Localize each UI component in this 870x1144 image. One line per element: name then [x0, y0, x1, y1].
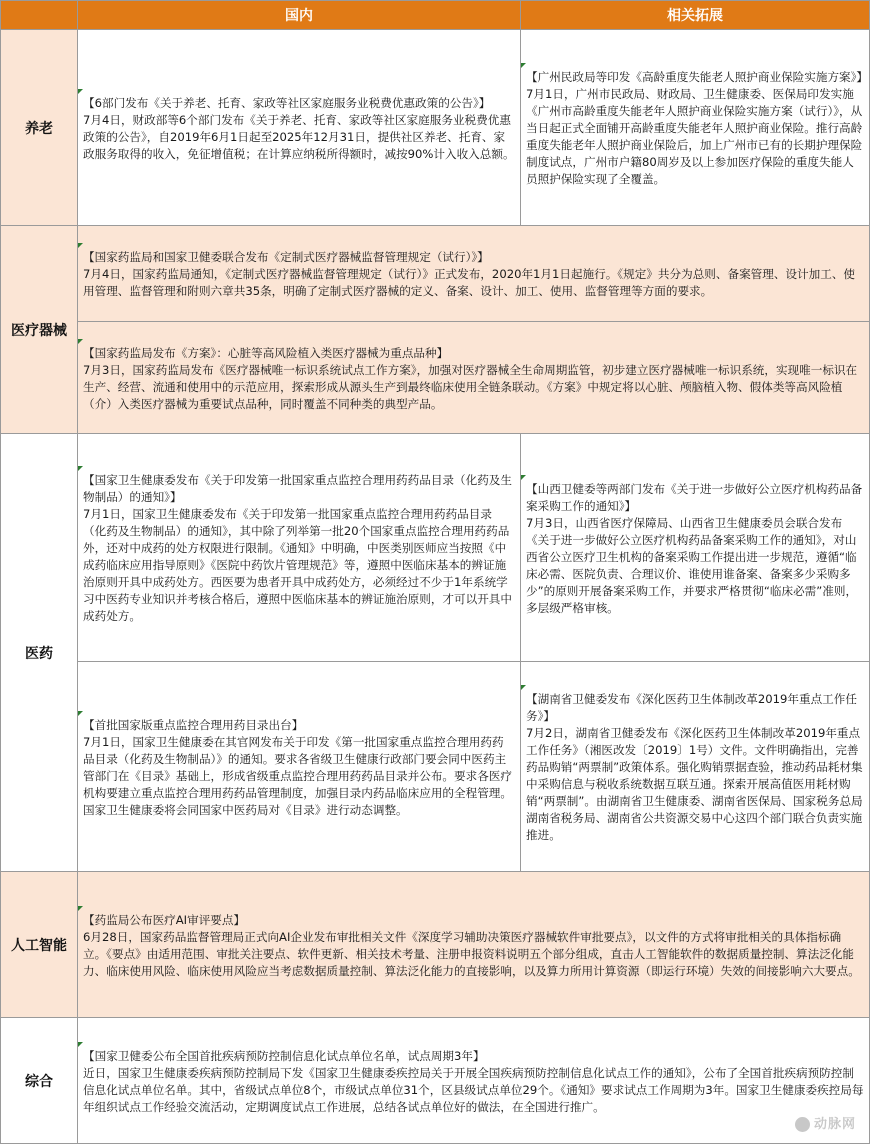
header-domestic: 国内 [78, 1, 521, 30]
pharma-row1-domestic-cell [78, 434, 521, 662]
ai-body: 6月28日，国家药品监督管理局正式向AI企业发布审批相关文件《深度学习辅助决策医疗器械软件审批要点》，以文件的方式将审批相关的具体指标确立。《要点》由适用范围、审批关注要点、软件更新、相关技术考量、注册申报资料说明五个部分组成，直击人工智能软件的数据质量控制、算法泛化能力、临床使用风险、临床使用风险应当考虑数据质量控制、算法泛化能力的直接影响，以及算力所用计算资源（即运行环境）失效的间接影响六大要点。 [83, 929, 860, 978]
category-ai: 人工智能 [1, 872, 78, 1018]
device-item2-title: 【国家药监局发布《方案》：心脏等高风险植入类医疗器械为重点品种】 [83, 345, 449, 360]
header-category-blank [1, 1, 78, 30]
elderly-extension-body: 7月1日，广州市民政局、财政局、卫生健康委、医保局印发实施《广州市高龄重度失能老年人照护商业保险实施方案（试行）》，从当日起正式全面铺开高龄重度失能老年人照护商业保险。推行高龄重度失能老年人照护商业保险后，加上广州市已有的长期护理保险制度试点，广州市户籍80周岁及以上参加医疗保险的重度失能人员照护保险实现了全覆盖。 [526, 87, 863, 186]
pharma-row1-extension-title: 【山西卫健委等两部门发布《关于进一步做好公立医疗机构药品备案采购工作的通知》】 [526, 481, 863, 513]
watermark-logo-icon [795, 1117, 810, 1132]
device-item1-body: 7月4日，国家药监局通知，《定制式医疗器械监督管理规定（试行）》正式发布，2020年1月1日起施行。《规定》共分为总则、备案管理、设计加工、使用管理、监督管理和附则六章共35条，明确了定制式医疗器械的定义、备案、设计、加工、使用、监督管理等方面的要求。 [83, 267, 856, 298]
pharma-row2-domestic-body: 7月1日，国家卫生健康委在其官网发布关于印发《第一批国家重点监控合理用药药品目录（化药及生物制品）》的通知。要求各省级卫生健康行政部门要会同中医药主管部门在《目录》基础上，形成省级重点监控合理用药药品目录并公布。要求各医疗机构要建立重点监控合理用药药品管理制度，加强目录内药品临床应用的全程管理。国家卫生健康委将会同国家中医药局对《目录》进行动态调整。 [83, 734, 512, 817]
pharma-row1-domestic-title: 【国家卫生健康委发布《关于印发第一批国家重点监控合理用药药品目录（化药及生物制品）的通知》】 [83, 473, 512, 504]
row-ai [1, 872, 870, 1018]
category-pharma: 医药 [1, 434, 78, 872]
pharma-row1-domestic-body: 7月1日，国家卫生健康委发布《关于印发第一批国家重点监控合理用药药品目录（化药及生物制品）的通知》，其中除了列举第一批20个国家重点监控合理用药药品外，还对中成药的处方权限进行限制。《通知》中明确，中医类别医师应当按照《中成药临床应用指导原则》《医院中药饮片管理规范》等，遵照中医临床基本的辨证施治原则开具中成药处方。西医要为患者开具中成药处方，必须经过不少于1年系统学习中医药专业知识并考核合格后，遵照中医临床基本的辨证施治原则，才可以开具中成药处方。 [83, 507, 512, 623]
pharma-row1-extension-cell [521, 434, 870, 662]
category-general: 综合 [1, 1018, 78, 1144]
elderly-extension-cell [521, 30, 870, 226]
row-device-2 [1, 322, 870, 434]
row-general [1, 1018, 870, 1144]
category-elderly: 养老 [1, 30, 78, 226]
watermark [795, 1113, 856, 1132]
row-pharma-2 [1, 662, 870, 872]
row-elderly [1, 30, 870, 226]
pharma-row2-extension-body: 7月2日，湖南省卫健委发布《深化医药卫生体制改革2019年重点工作任务》（湘医改发〔2019〕1号）文件。文件明确指出，完善药品购销“两票制”政策体系。强化购销票据查验，推动药品耗材集中采购信息与税收系统数据互联互通。探索开展高值医用耗材购销“两票制”。由湖南省卫生健康委、湖南省医保局、国家税务总局湖南省税务局、湖南省公共资源交易中心这四个部门联合负责实施推进。 [526, 726, 863, 842]
device-item1-cell [78, 226, 870, 322]
header-extension: 相关拓展 [521, 1, 870, 30]
ai-title: 【药监局公布医疗AI审评要点】 [83, 912, 246, 927]
device-item1-title: 【国家药监局和国家卫健委联合发布《定制式医疗器械监督管理规定（试行）》】 [83, 250, 489, 264]
row-device-1 [1, 226, 870, 322]
pharma-row2-domestic-title: 【首批国家版重点监控合理用药目录出台】 [83, 717, 304, 732]
pharma-row2-extension-title: 【湖南省卫健委发布《深化医药卫生体制改革2019年重点工作任务》】 [526, 692, 857, 723]
pharma-row2-extension-cell [521, 662, 870, 872]
category-device: 医疗器械 [1, 226, 78, 434]
row-pharma-1 [1, 434, 870, 662]
pharma-row2-domestic-cell [78, 662, 521, 872]
elderly-domestic-body: 7月4日，财政部等6个部门发布《关于养老、托育、家政等社区家庭服务业税费优惠政策的公告》，自2019年6月1日起至2025年12月31日，提供社区养老、托育、家政服务取得的收入，免征增值税；在计算应纳税所得额时，减按90%计入收入总额。 [83, 112, 515, 161]
elderly-domestic-title: 【6部门发布《关于养老、托育、家政等社区家庭服务业税费优惠政策的公告》】 [83, 95, 491, 110]
elderly-domestic-cell [78, 30, 521, 226]
elderly-extension-title: 【广州民政局等印发《高龄重度失能老人照护商业保险实施方案》】 [526, 70, 869, 84]
general-body: 近日，国家卫生健康委疾病预防控制局下发《国家卫生健康委疾控局关于开展全国疾病预防控制信息化试点工作的通知》，公布了全国首批疾病预防控制信息化试点单位名单。其中，省级试点单位8个，市级试点单位31个，区县级试点单位29个。《通知》要求试点工作周期为3年。国家卫生健康委疾控局每年组织试点工作经验交流活动，定期调度试点工作进展，总结各试点单位好的做法，在全国进行推广。 [83, 1065, 864, 1114]
device-item2-cell [78, 322, 870, 434]
watermark-text: 动脉网 [813, 1117, 856, 1132]
general-title: 【国家卫健委公布全国首批疾病预防控制信息化试点单位名单，试点周期3年】 [83, 1048, 485, 1063]
header-row [1, 1, 870, 30]
pharma-row1-extension-body: 7月3日，山西省医疗保障局、山西省卫生健康委员会联合发布《关于进一步做好公立医疗机构药品备案采购工作的通知》，对山西省公立医疗卫生机构的备案采购工作提出进一步规范，遵循“临床必需、医院负责、合理议价、谁使用谁备案、备案多少采购多少”的原则开展备案采购工作，并要求严格贯彻“临床必需”准则，多层级严格审核。 [526, 515, 858, 615]
device-item2-body: 7月3日，国家药监局发布《医疗器械唯一标识系统试点工作方案》，加强对医疗器械全生命周期监管，初步建立医疗器械唯一标识系统，实现唯一标识在生产、经营、流通和使用中的示范应用，探索形成从源头生产到最终临床使用全链条联动。《方案》中规定将以心脏、颅脑植入物、假体类等高风险植（介）入类医疗器械为重要试点品种，同时覆盖不同种类的典型产品。 [83, 362, 858, 411]
ai-cell [78, 872, 870, 1018]
general-cell [78, 1018, 870, 1144]
